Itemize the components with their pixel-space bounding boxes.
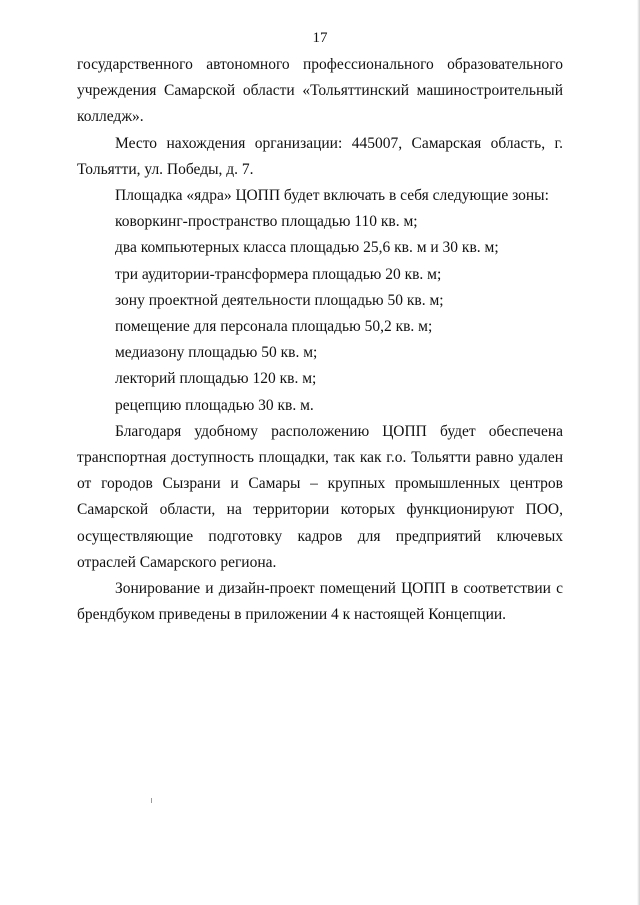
zone-list-item: медиазону площадью 50 кв. м; (115, 344, 318, 362)
zone-list-item: коворкинг-пространство площадью 110 кв. м; (115, 213, 418, 231)
zone-list-item: зону проектной деятельности площадью 50 кв. м; (115, 291, 444, 309)
paragraph-location: Место нахождения организации: 445007, Самарская область, г. Тольятти, ул. Победы, д. 7. (77, 134, 563, 178)
document-body (77, 52, 563, 628)
zone-list-item: два компьютерных класса площадью 25,6 кв. м и 30 кв. м; (115, 239, 499, 257)
scan-speck (151, 798, 152, 803)
zone-list-item: три аудитории-трансформера площадью 20 кв. м; (115, 265, 442, 283)
zone-list-item: лекторий площадью 120 кв. м; (115, 370, 317, 388)
paragraph-zoning: Зонирование и дизайн-проект помещений ЦОПП в соответствии с брендбуком приведены в приложении 4 к настоящей Концепции. (77, 580, 563, 624)
zone-list-item: помещение для персонала площадью 50,2 кв. м; (115, 318, 433, 336)
zone-list-item: рецепцию площадью 30 кв. м. (115, 396, 314, 414)
paragraph-intro: государственного автономного профессионального образовательного учреждения Самарской области «Тольяттинский машиностроительный колледж». (77, 56, 563, 126)
paragraph-transport: Благодаря удобному расположению ЦОПП будет обеспечена транспортная доступность площадки, так как г.о. Тольятти равно удален от городов Сызрани и Самары – крупных промышленных центров Самарской области, на территории которых функционируют ПОО, осуществляющие подготовку кадров для предприятий ключевых отраслей Самарского региона. (77, 422, 563, 571)
page-number: 17 (312, 30, 328, 46)
paragraph-zones-intro: Площадка «ядра» ЦОПП будет включать в себя следующие зоны: (115, 187, 549, 205)
